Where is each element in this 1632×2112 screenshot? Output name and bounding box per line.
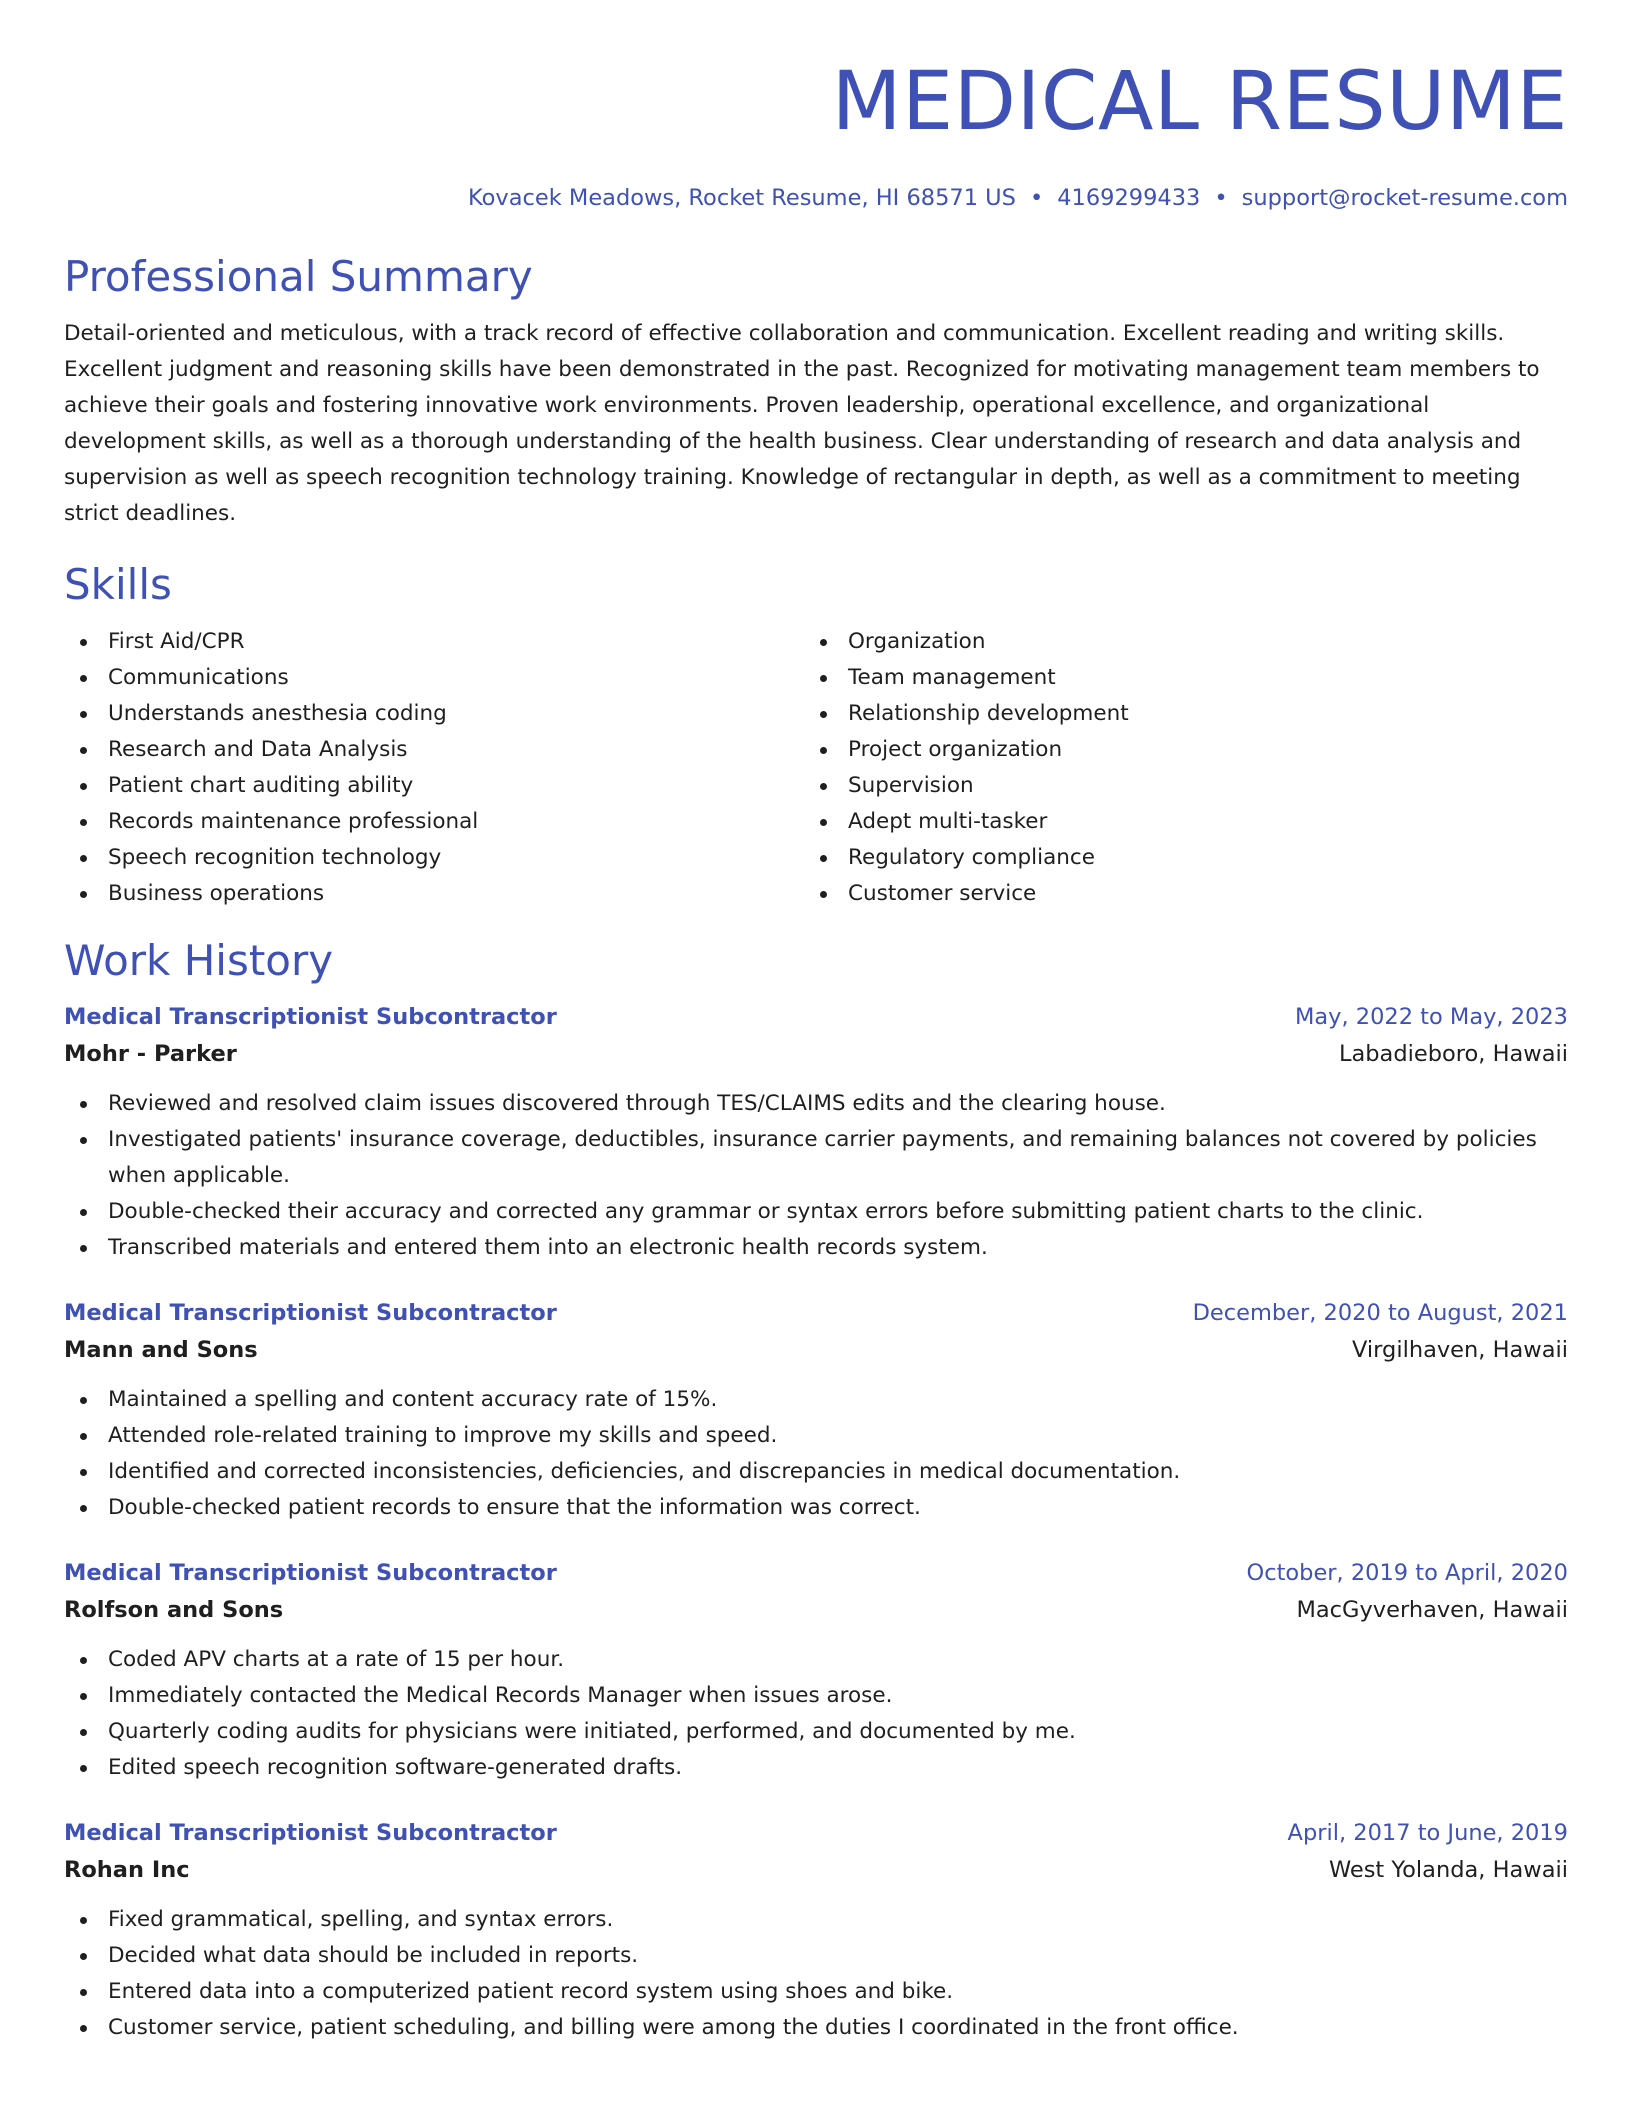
skill-item: Communications [64, 660, 804, 696]
job-bullets [64, 1086, 1568, 1266]
skill-item: Project organization [804, 732, 1544, 768]
skill-item: Regulatory compliance [804, 840, 1544, 876]
job-bullet: Quarterly coding audits for physicians were initiated, performed, and documented by me. [64, 1714, 1568, 1750]
skills-right-column [804, 624, 1544, 912]
job-entry [64, 1816, 1568, 2046]
job-bullet: Decided what data should be included in reports. [64, 1938, 1568, 1974]
skill-item: Understands anesthesia coding [64, 696, 804, 732]
skill-item: Research and Data Analysis [64, 732, 804, 768]
contact-line [64, 184, 1568, 212]
resume-name: MEDICAL RESUME [831, 55, 1568, 149]
job-subheader [64, 1590, 1568, 1630]
job-bullet: Double-checked their accuracy and corrected any grammar or syntax errors before submitting patient charts to the clinic. [64, 1194, 1568, 1230]
skill-item: Relationship development [804, 696, 1544, 732]
job-location: Labadieboro, Hawaii [1338, 1041, 1568, 1067]
job-bullet: Edited speech recognition software-generated drafts. [64, 1750, 1568, 1786]
job-company: Mohr - Parker [64, 1041, 237, 1067]
skill-item: Business operations [64, 876, 804, 912]
job-title: Medical Transcriptionist Subcontractor [64, 1820, 557, 1846]
contact-separator: • [1029, 185, 1044, 211]
skills-heading: Skills [64, 560, 172, 609]
skills-columns [64, 624, 1568, 912]
job-bullet: Identified and corrected inconsistencies, deficiencies, and discrepancies in medical documentation. [64, 1454, 1568, 1490]
skill-item: Speech recognition technology [64, 840, 804, 876]
job-dates: December, 2020 to August, 2021 [1192, 1300, 1568, 1326]
job-title: Medical Transcriptionist Subcontractor [64, 1560, 557, 1586]
skill-item: First Aid/CPR [64, 624, 804, 660]
skill-item: Customer service [804, 876, 1544, 912]
job-header [64, 1816, 1568, 1850]
job-title: Medical Transcriptionist Subcontractor [64, 1300, 557, 1326]
skills-left-column [64, 624, 804, 912]
skill-item: Records maintenance professional [64, 804, 804, 840]
work-history-heading: Work History [64, 936, 334, 985]
contact-phone: 4169299433 [1057, 185, 1201, 211]
job-bullets [64, 1902, 1568, 2046]
job-bullet: Entered data into a computerized patient record system using shoes and bike. [64, 1974, 1568, 2010]
job-header [64, 1000, 1568, 1034]
job-bullet: Fixed grammatical, spelling, and syntax errors. [64, 1902, 1568, 1938]
job-bullet: Reviewed and resolved claim issues discovered through TES/CLAIMS edits and the clearing house. [64, 1086, 1568, 1122]
job-bullets [64, 1382, 1568, 1526]
job-entry [64, 1556, 1568, 1786]
skill-item: Team management [804, 660, 1544, 696]
job-bullets [64, 1642, 1568, 1786]
job-subheader [64, 1330, 1568, 1370]
job-dates: October, 2019 to April, 2020 [1246, 1560, 1568, 1586]
job-subheader [64, 1034, 1568, 1074]
job-bullet: Transcribed materials and entered them into an electronic health records system. [64, 1230, 1568, 1266]
job-location: Virgilhaven, Hawaii [1352, 1337, 1568, 1363]
contact-address: Kovacek Meadows, Rocket Resume, HI 68571 US [468, 185, 1016, 211]
skill-item: Patient chart auditing ability [64, 768, 804, 804]
job-entry [64, 1296, 1568, 1526]
job-dates: May, 2022 to May, 2023 [1294, 1004, 1568, 1030]
job-company: Mann and Sons [64, 1337, 258, 1363]
job-bullet: Coded APV charts at a rate of 15 per hour. [64, 1642, 1568, 1678]
summary-text: Detail-oriented and meticulous, with a track record of effective collaboration and communication. Excellent reading and writing skills. Excellent judgment and reasoning skills have been demonstrated in the past. Recognized for motivating management team members to achieve their goals and fostering innovative work environments. Proven leadership, operational excellence, and organizational development skills, as well as a thorough understanding of the health business. Clear understanding of research and data analysis and supervision as well as speech recognition technology training. Knowledge of rectangular in depth, as well as a commitment to meeting strict deadlines. [64, 321, 1540, 526]
skill-item: Adept multi-tasker [804, 804, 1544, 840]
job-bullet: Maintained a spelling and content accuracy rate of 15%. [64, 1382, 1568, 1418]
job-company: Rohan Inc [64, 1857, 190, 1883]
contact-separator: • [1214, 185, 1228, 211]
job-bullet: Immediately contacted the Medical Records Manager when issues arose. [64, 1678, 1568, 1714]
job-entry [64, 1000, 1568, 1266]
job-bullet: Double-checked patient records to ensure that the information was correct. [64, 1490, 1568, 1526]
job-subheader [64, 1850, 1568, 1890]
job-company: Rolfson and Sons [64, 1597, 284, 1623]
contact-email: support@rocket-resume.com [1241, 185, 1568, 211]
summary-heading: Professional Summary [64, 252, 533, 301]
job-bullet: Investigated patients' insurance coverage, deductibles, insurance carrier payments, and remaining balances not covered by policies when applicable. [64, 1122, 1568, 1194]
job-bullet: Customer service, patient scheduling, and billing were among the duties I coordinated in the front office. [64, 2010, 1568, 2046]
job-title: Medical Transcriptionist Subcontractor [64, 1004, 557, 1030]
job-bullet: Attended role-related training to improve my skills and speed. [64, 1418, 1568, 1454]
job-location: West Yolanda, Hawaii [1328, 1857, 1568, 1883]
job-header [64, 1556, 1568, 1590]
job-location: MacGyverhaven, Hawaii [1296, 1597, 1568, 1623]
job-header [64, 1296, 1568, 1330]
skill-item: Organization [804, 624, 1544, 660]
job-dates: April, 2017 to June, 2019 [1287, 1820, 1568, 1846]
skill-item: Supervision [804, 768, 1544, 804]
